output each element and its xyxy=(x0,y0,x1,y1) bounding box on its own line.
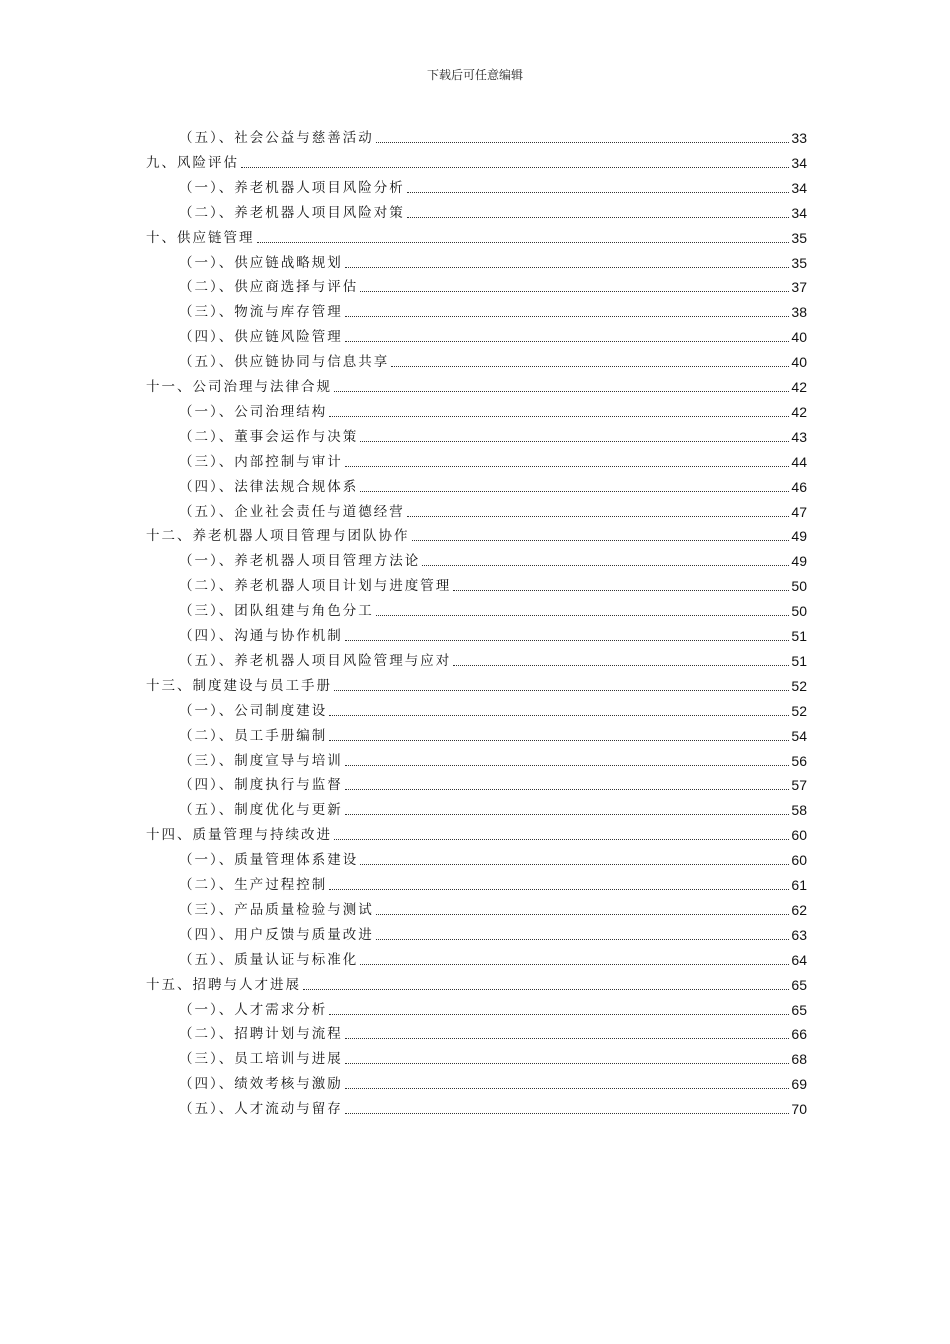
toc-entry[interactable] xyxy=(146,973,807,997)
toc-entry-page-number: 50 xyxy=(791,603,807,620)
toc-dot-leader xyxy=(345,1088,790,1089)
toc-entry-title: （三）、员工培训与进展 xyxy=(179,1051,343,1068)
toc-entry-title: （一）、质量管理体系建设 xyxy=(179,852,359,869)
toc-entry[interactable] xyxy=(179,574,807,598)
toc-dot-leader xyxy=(360,864,789,865)
toc-entry[interactable] xyxy=(179,873,807,897)
toc-entry-title: （四）、供应链风险管理 xyxy=(179,329,343,346)
toc-entry-title: （三）、制度宣导与培训 xyxy=(179,752,343,769)
toc-dot-leader xyxy=(422,565,789,566)
toc-entry-page-number: 51 xyxy=(791,628,807,644)
toc-entry[interactable] xyxy=(146,674,807,698)
toc-entry-page-number: 51 xyxy=(791,652,807,669)
toc-dot-leader xyxy=(329,740,789,741)
toc-entry-page-number: 61 xyxy=(791,877,807,893)
toc-entry-page-number: 57 xyxy=(791,777,807,794)
toc-dot-leader xyxy=(334,690,789,691)
toc-entry-title: （三）、团队组建与角色分工 xyxy=(179,603,374,620)
toc-dot-leader xyxy=(376,914,790,915)
toc-dot-leader xyxy=(345,814,790,815)
toc-entry[interactable] xyxy=(179,998,807,1022)
toc-entry-title: （二）、董事会运作与决策 xyxy=(179,428,359,445)
toc-entry-page-number: 34 xyxy=(791,204,807,221)
toc-entry[interactable] xyxy=(179,624,807,648)
toc-entry-title: （五）、人才流动与留存 xyxy=(179,1101,343,1118)
toc-dot-leader xyxy=(407,192,790,193)
toc-dot-leader xyxy=(345,341,790,342)
toc-entry[interactable] xyxy=(179,450,807,474)
toc-dot-leader xyxy=(360,491,789,492)
toc-entry-page-number: 40 xyxy=(791,354,807,371)
toc-entry-title: 十、供应链管理 xyxy=(146,229,255,246)
toc-dot-leader xyxy=(345,1063,790,1064)
toc-entry[interactable] xyxy=(179,275,807,299)
toc-entry-page-number: 34 xyxy=(791,154,807,171)
toc-entry-page-number: 44 xyxy=(791,453,807,470)
toc-dot-leader xyxy=(345,1113,790,1114)
toc-entry-title: （二）、员工手册编制 xyxy=(179,727,328,744)
toc-entry-title: 十三、制度建设与员工手册 xyxy=(146,677,332,694)
toc-dot-leader xyxy=(407,217,790,218)
toc-entry[interactable] xyxy=(179,325,807,349)
toc-dot-leader xyxy=(345,765,790,766)
toc-entry-page-number: 56 xyxy=(791,752,807,769)
toc-entry-page-number: 54 xyxy=(791,727,807,744)
toc-entry-page-number: 37 xyxy=(791,279,807,296)
toc-dot-leader xyxy=(376,142,790,143)
toc-entry-title: （五）、制度优化与更新 xyxy=(179,802,343,819)
toc-entry[interactable] xyxy=(179,599,807,623)
toc-dot-leader xyxy=(329,715,789,716)
toc-entry[interactable] xyxy=(146,226,807,250)
toc-entry-title: （二）、养老机器人项目风险对策 xyxy=(179,204,405,221)
toc-entry-title: （一）、养老机器人项目管理方法论 xyxy=(179,553,421,570)
toc-entry-title: （二）、招聘计划与流程 xyxy=(179,1026,343,1043)
toc-entry[interactable] xyxy=(179,1097,807,1121)
toc-dot-leader xyxy=(241,167,789,168)
toc-entry-page-number: 69 xyxy=(791,1076,807,1093)
toc-dot-leader xyxy=(360,441,789,442)
toc-entry-page-number: 65 xyxy=(791,976,807,993)
toc-entry-page-number: 35 xyxy=(791,229,807,246)
toc-entry-page-number: 60 xyxy=(791,827,807,844)
toc-dot-leader xyxy=(329,416,789,417)
toc-entry-page-number: 42 xyxy=(791,379,807,395)
toc-entry[interactable] xyxy=(179,749,807,773)
toc-dot-leader xyxy=(345,316,790,317)
toc-entry-title: （四）、法律法规合规体系 xyxy=(179,478,359,495)
toc-entry-title: （三）、内部控制与审计 xyxy=(179,453,343,470)
toc-entry-title: 十一、公司治理与法律合规 xyxy=(146,379,332,395)
toc-entry[interactable] xyxy=(179,898,807,922)
toc-dot-leader xyxy=(391,366,789,367)
toc-entry-page-number: 58 xyxy=(791,802,807,819)
toc-entry-page-number: 63 xyxy=(791,926,807,943)
toc-entry[interactable] xyxy=(179,500,807,524)
toc-dot-leader xyxy=(329,1014,789,1015)
toc-entry-title: （五）、企业社会责任与道德经营 xyxy=(179,503,405,520)
toc-entry-title: 十五、招聘与人才进展 xyxy=(146,976,301,993)
toc-entry-title: （三）、产品质量检验与测试 xyxy=(179,901,374,918)
toc-dot-leader xyxy=(360,291,789,292)
toc-entry[interactable] xyxy=(179,798,807,822)
toc-entry[interactable] xyxy=(179,923,807,947)
toc-entry-title: （四）、制度执行与监督 xyxy=(179,777,343,794)
toc-entry-page-number: 33 xyxy=(791,130,807,146)
toc-entry-title: （五）、养老机器人项目风险管理与应对 xyxy=(179,652,452,669)
toc-entry-title: （四）、沟通与协作机制 xyxy=(179,628,343,644)
toc-dot-leader xyxy=(334,391,789,392)
toc-entry-page-number: 35 xyxy=(791,254,807,271)
toc-entry[interactable] xyxy=(146,375,807,399)
toc-entry[interactable] xyxy=(179,848,807,872)
toc-entry[interactable] xyxy=(179,176,807,200)
toc-dot-leader xyxy=(412,540,790,541)
toc-entry-page-number: 47 xyxy=(791,503,807,520)
toc-entry-title: （五）、供应链协同与信息共享 xyxy=(179,354,390,371)
toc-dot-leader xyxy=(453,590,789,591)
toc-entry-page-number: 42 xyxy=(791,403,807,420)
toc-entry[interactable] xyxy=(179,549,807,573)
toc-entry-title: （四）、用户反馈与质量改进 xyxy=(179,926,374,943)
toc-entry-page-number: 50 xyxy=(791,578,807,595)
toc-entry-title: （四）、绩效考核与激励 xyxy=(179,1076,343,1093)
toc-entry-page-number: 65 xyxy=(791,1001,807,1018)
toc-entry[interactable] xyxy=(179,649,807,673)
toc-entry-page-number: 64 xyxy=(791,951,807,968)
toc-entry-title: 九、风险评估 xyxy=(146,154,239,171)
toc-dot-leader xyxy=(303,989,789,990)
toc-entry-title: （一）、公司治理结构 xyxy=(179,403,328,420)
toc-dot-leader xyxy=(329,889,789,890)
toc-dot-leader xyxy=(453,665,789,666)
toc-entry[interactable] xyxy=(179,773,807,797)
toc-entry-page-number: 70 xyxy=(791,1101,807,1118)
toc-dot-leader xyxy=(345,1038,790,1039)
toc-entry-page-number: 68 xyxy=(791,1051,807,1068)
toc-entry[interactable] xyxy=(146,524,807,548)
toc-entry-page-number: 40 xyxy=(791,329,807,346)
toc-entry[interactable] xyxy=(146,823,807,847)
toc-entry-page-number: 46 xyxy=(791,478,807,495)
toc-dot-leader xyxy=(334,839,789,840)
toc-entry[interactable] xyxy=(179,201,807,225)
toc-entry[interactable] xyxy=(179,724,807,748)
toc-dot-leader xyxy=(345,640,790,641)
toc-entry[interactable] xyxy=(179,948,807,972)
toc-entry-page-number: 66 xyxy=(791,1026,807,1043)
toc-entry[interactable] xyxy=(179,251,807,275)
toc-dot-leader xyxy=(360,964,789,965)
toc-entry-title: 十四、质量管理与持续改进 xyxy=(146,827,332,844)
toc-entry[interactable] xyxy=(179,300,807,324)
toc-entry[interactable] xyxy=(179,1022,807,1046)
toc-dot-leader xyxy=(345,267,790,268)
toc-entry-page-number: 49 xyxy=(791,553,807,570)
toc-entry-title: （三）、物流与库存管理 xyxy=(179,304,343,321)
toc-dot-leader xyxy=(257,242,790,243)
toc-entry-page-number: 60 xyxy=(791,852,807,869)
toc-entry-title: （一）、供应链战略规划 xyxy=(179,254,343,271)
toc-entry-page-number: 52 xyxy=(791,702,807,719)
toc-entry-title: （五）、质量认证与标准化 xyxy=(179,951,359,968)
toc-entry-page-number: 49 xyxy=(791,528,807,545)
toc-entry-title: （一）、公司制度建设 xyxy=(179,702,328,719)
toc-entry-page-number: 52 xyxy=(791,677,807,694)
toc-entry[interactable] xyxy=(179,400,807,424)
toc-entry[interactable] xyxy=(179,126,807,150)
toc-entry-page-number: 62 xyxy=(791,901,807,918)
toc-entry-page-number: 43 xyxy=(791,428,807,445)
toc-entry-title: （二）、供应商选择与评估 xyxy=(179,279,359,296)
toc-entry[interactable] xyxy=(179,425,807,449)
toc-dot-leader xyxy=(345,789,790,790)
toc-entry[interactable] xyxy=(179,1072,807,1096)
toc-entry[interactable] xyxy=(179,350,807,374)
toc-entry[interactable] xyxy=(179,1047,807,1071)
toc-entry-title: （二）、生产过程控制 xyxy=(179,877,328,893)
toc-entry-title: （一）、人才需求分析 xyxy=(179,1001,328,1018)
toc-entry-page-number: 38 xyxy=(791,304,807,321)
toc-entry-title: 十二、养老机器人项目管理与团队协作 xyxy=(146,528,410,545)
toc-entry[interactable] xyxy=(179,475,807,499)
toc-entry[interactable] xyxy=(179,699,807,723)
toc-dot-leader xyxy=(376,615,790,616)
toc-entry-title: （二）、养老机器人项目计划与进度管理 xyxy=(179,578,452,595)
toc-dot-leader xyxy=(345,466,790,467)
toc-dot-leader xyxy=(376,939,790,940)
page-header: 下载后可任意编辑 xyxy=(426,68,523,82)
toc-dot-leader xyxy=(407,516,790,517)
toc-entry-title: （一）、养老机器人项目风险分析 xyxy=(179,179,405,196)
toc-entry-page-number: 34 xyxy=(791,179,807,196)
toc-entry[interactable] xyxy=(146,151,807,175)
toc-entry-title: （五）、社会公益与慈善活动 xyxy=(179,130,374,146)
